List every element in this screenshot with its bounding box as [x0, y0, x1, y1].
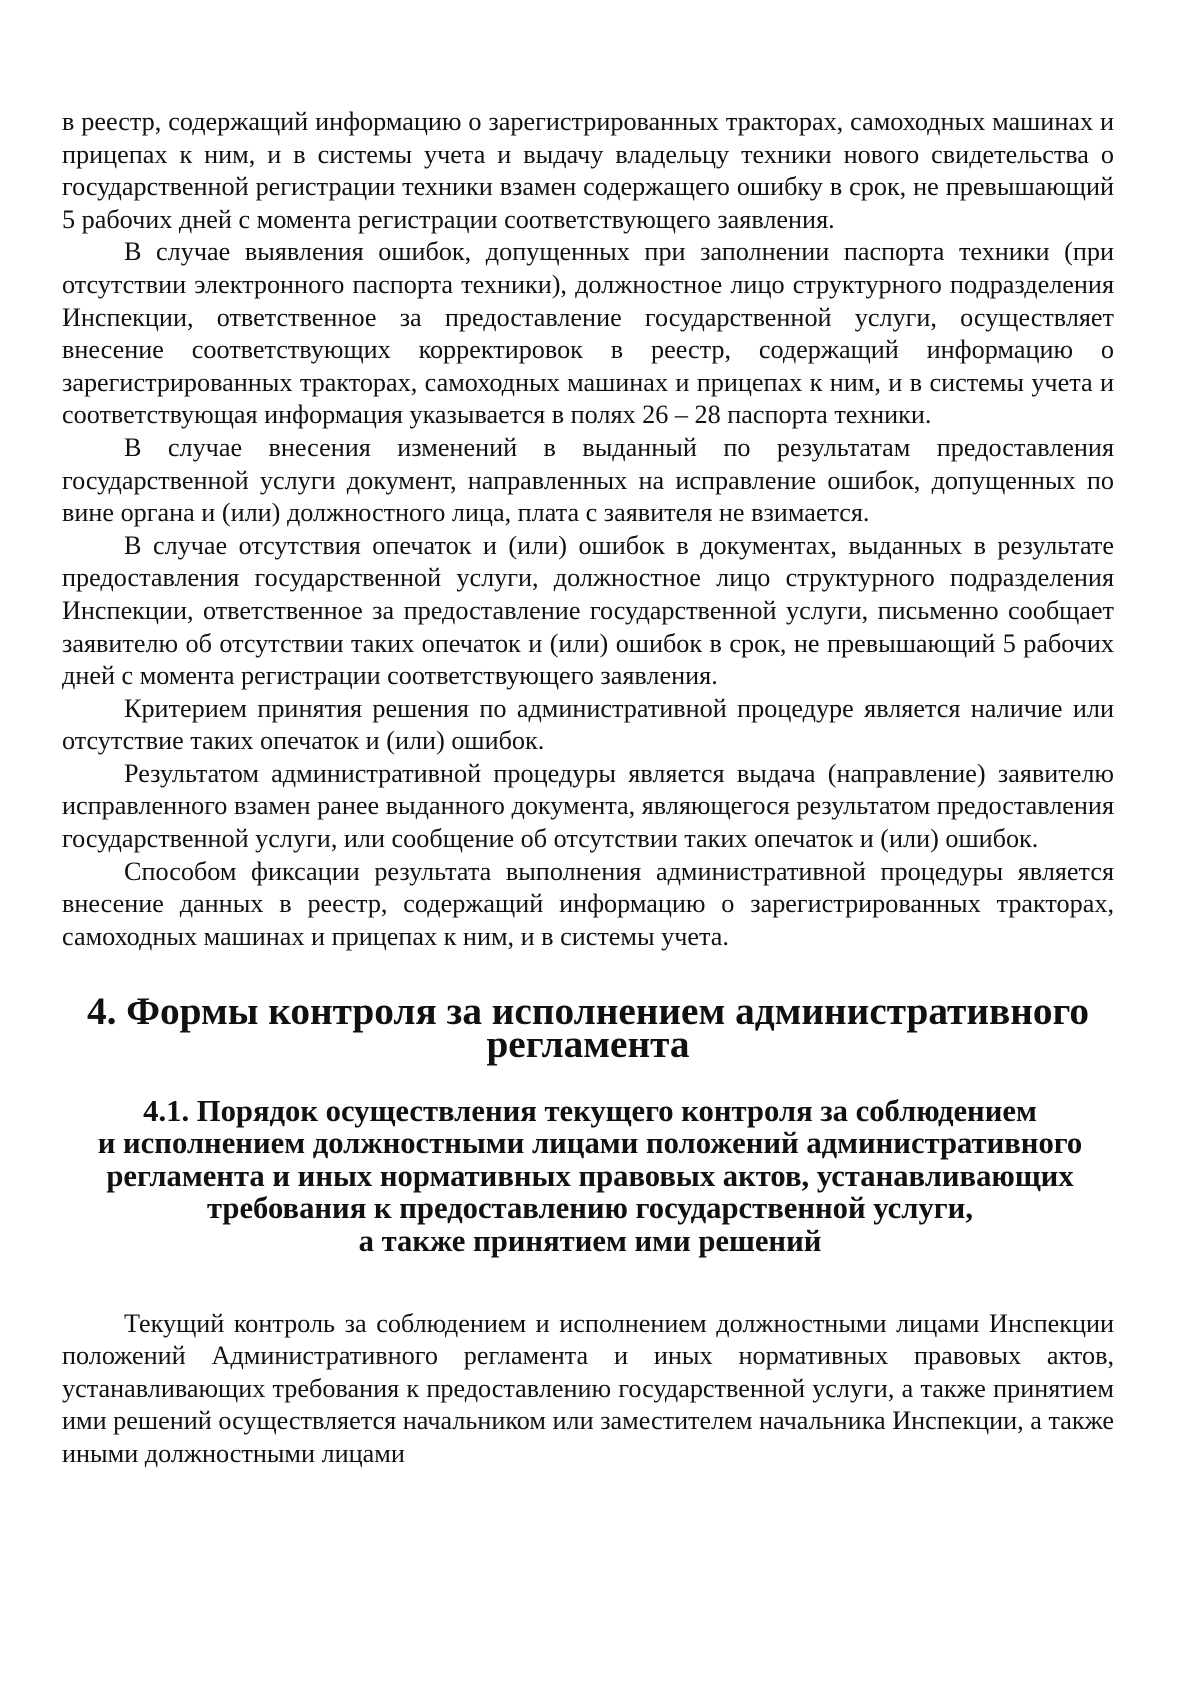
- paragraph-current-control: Текущий контроль за соблюдением и исполнением должностными лицами Инспекции положений Административного регламента и иных нормативных правовых актов, устанавливающих требования к предоставлению государственной услуги, а также принятием ими решений осуществляется начальником или заместителем начальника Инспекции, а также иными должностными лицами: [62, 1308, 1114, 1468]
- paragraph-criterion: Критерием принятия решения по административной процедуре является наличие или отсутствие таких опечаток и (или) ошибок.: [62, 693, 1114, 756]
- section-4-1-heading-line: и исполнением должностными лицами положений административного: [97, 1126, 1083, 1161]
- section-4-1-heading-line: требования к предоставлению государственной услуги,: [206, 1191, 973, 1226]
- paragraph-passport-errors: В случае выявления ошибок, допущенных при заполнении паспорта техники (при отсутствии электронного паспорта техники), должностное лицо структурного подразделения Инспекции, ответственное за предоставление государственной услуги, осуществляет внесение соответствующих корректировок в реестр, содержащий информацию о зарегистрированных тракторах, самоходных машинах и прицепах к ним, и в системы учета и соответствующая информация указывается в полях 26 – 28 паспорта техники.: [62, 237, 1114, 430]
- paragraph-fixation: Способом фиксации результата выполнения административной процедуры является внесение данных в реестр, содержащий информацию о зарегистрированных тракторах, самоходных машинах и прицепах к ним, и в системы учета.: [62, 856, 1114, 951]
- section-4-1-heading-line: регламента и иных нормативных правовых актов, устанавливающих: [106, 1158, 1074, 1193]
- paragraph-no-errors: В случае отсутствия опечаток и (или) ошибок в документах, выданных в результате предоставления государственной услуги, должностное лицо структурного подразделения Инспекции, ответственное за предоставление государственной услуги, письменно сообщает заявителю об отсутствии таких опечаток и (или) ошибок в срок, не превышающий 5 рабочих дней с момента регистрации соответствующего заявления.: [62, 530, 1114, 691]
- document-page: [62, 106, 1114, 1471]
- section-4-1-heading-line: 4.1. Порядок осуществления текущего контроля за соблюдением: [143, 1093, 1037, 1128]
- section-4-heading: 4. Формы контроля за исполнением административного регламента: [86, 989, 1089, 1067]
- section-4-1-heading: [62, 1095, 1114, 1258]
- paragraph-result: Результатом административной процедуры является выдача (направление) заявителю исправленного взамен ранее выданного документа, являющегося результатом предоставления государственной услуги, или сообщение об отсутствии таких опечаток и (или) ошибок.: [62, 758, 1114, 854]
- paragraph-no-fee: В случае внесения изменений в выданный по результатам предоставления государственной услуги документ, направленных на исправление ошибок, допущенных по вине органа и (или) должностного лица, плата с заявителя не взимается.: [62, 432, 1114, 528]
- section-4-1-heading-line: а также принятием ими решений: [358, 1224, 822, 1258]
- paragraph-continuation: в реестр, содержащий информацию о зарегистрированных тракторах, самоходных машинах и прицепах к ним, и в системы учета и выдачу владельцу техники нового свидетельства о государственной регистрации техники взамен содержащего ошибку в срок, не превышающий 5 рабочих дней с момента регистрации соответствующего заявления.: [62, 107, 1114, 234]
